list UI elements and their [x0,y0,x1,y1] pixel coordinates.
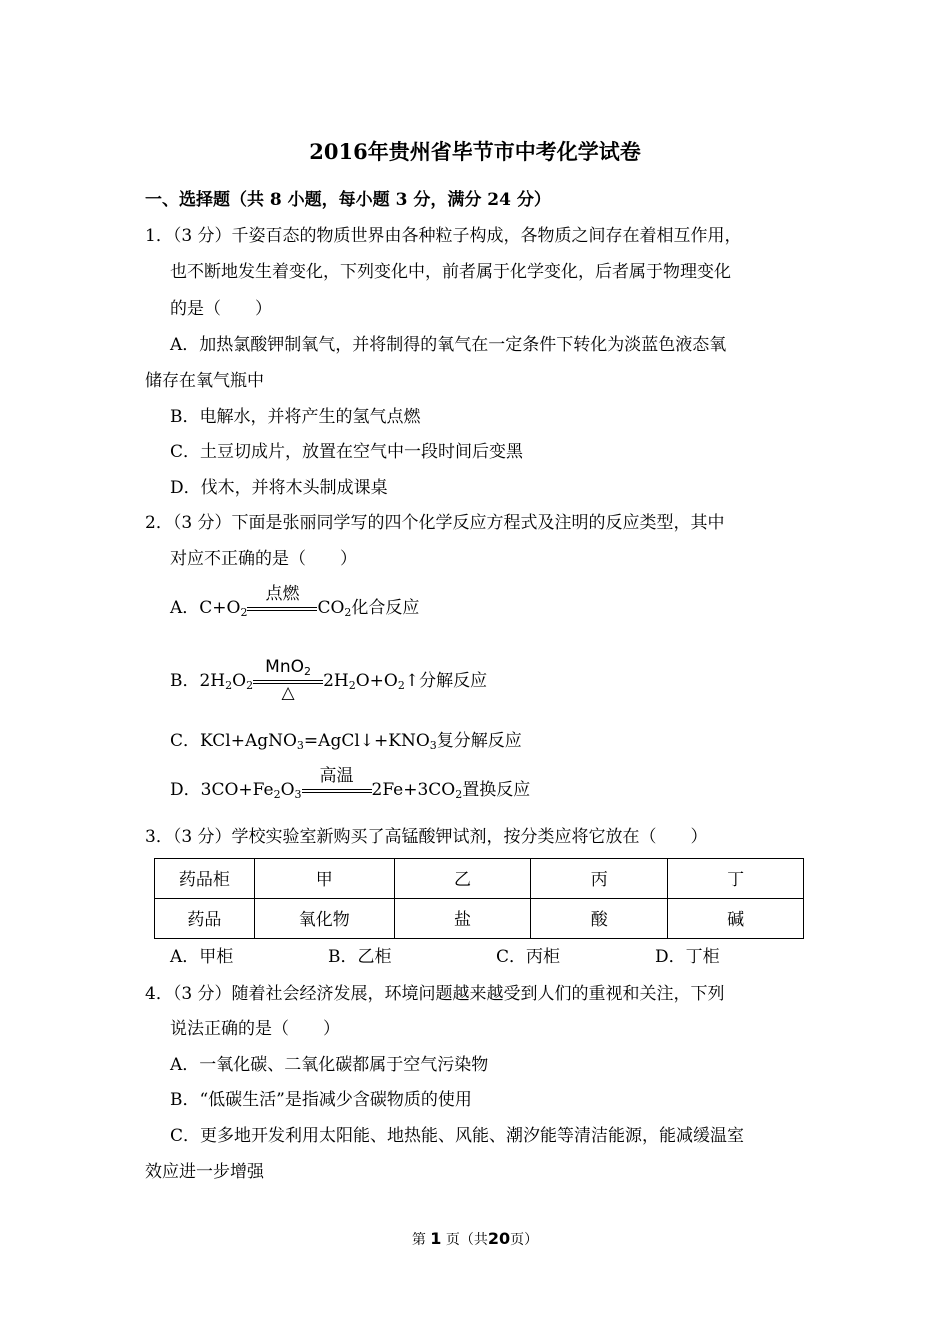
q4-stem-line1: 4．（3 分）随着社会经济发展，环境问题越来越受到人们的重视和关注，下列 [145,984,725,1004]
equation-reactants: A．C+O [170,598,241,618]
reaction-type: 化合反应 [351,598,420,618]
subscript: 3 [429,739,437,752]
reaction-type: 置换反应 [462,780,531,800]
reaction-type: 复分解反应 [436,731,522,751]
table-cell: 盐 [394,899,531,939]
q3-option-a: A．甲柜 [170,947,234,967]
subscript: 2 [455,788,463,801]
q4-option-c-line2: 效应进一步增强 [145,1162,264,1182]
reaction-condition-arrow [247,584,317,619]
q1-option-c: C．土豆切成片，放置在空气中一段时间后变黑 [170,442,524,462]
q2-option-d [170,766,531,801]
equation-products: 2Fe+3CO [371,780,456,800]
equation-reactants: D．3CO+Fe [170,780,274,800]
q2-option-a [170,584,420,619]
equation-part-2: =AgCl↓+KNO [303,731,430,751]
q1-option-d: D．伐木，并将木头制成课桌 [170,478,388,498]
equation-products: 2H [323,671,349,691]
q3-stem-line1: 3．（3 分）学校实验室新购买了高锰酸钾试剂，按分类应将它放在（ ） [145,827,708,847]
page-number: 1 [430,1229,442,1248]
section-heading: 一、选择题（共 8 小题，每小题 3 分，满分 24 分） [145,190,551,210]
equation-reactants-mid: O [232,671,247,691]
equation-part: C．KCl+AgNO [170,731,297,751]
subscript: 2 [246,679,254,692]
table-cell: 酸 [531,899,668,939]
q1-stem-line3: 的是（ ） [170,299,272,319]
q3-option-d: D．丁柜 [655,947,720,967]
table-cell: 丁 [668,859,804,899]
subscript: 2 [273,788,281,801]
heat-symbol: △ [281,683,295,703]
footer-text: 第 [411,1232,426,1248]
equation-reactants-mid: O [280,780,295,800]
subscript: 3 [296,739,304,752]
q3-option-b: B．乙柜 [328,947,392,967]
subscript: 2 [348,679,356,692]
q1-stem-line2: 也不断地发生着变化，下列变化中，前者属于化学变化，后者属于物理变化 [170,262,731,282]
table-row [155,899,804,939]
q2-option-c [170,730,522,752]
reaction-type: ↑分解反应 [404,671,488,691]
catalyst: MnO$_2$ [265,657,311,678]
table-cell: 甲 [254,859,394,899]
q1-stem-line1: 1．（3 分）千姿百态的物质世界由各种粒子构成，各物质之间存在着相互作用， [145,226,742,246]
subscript: 2 [225,679,233,692]
reaction-condition-arrow [253,657,323,703]
table-cell: 丙 [531,859,668,899]
reaction-condition: 点燃 [265,584,300,604]
reaction-condition: 高温 [319,766,354,786]
q4-option-c-line1: C．更多地开发利用太阳能、地热能、风能、潮汐能等清洁能源，能减缓温室 [170,1126,745,1146]
q1-option-a-line1: A．加热氯酸钾制氧气，并将制得的氧气在一定条件下转化为淡蓝色液态氧 [170,335,727,355]
equation-reactants: B．2H [170,671,226,691]
subscript: 2 [344,606,352,619]
table-cell: 药品 [155,899,255,939]
table-row [155,859,804,899]
reaction-condition-arrow [302,766,372,801]
q4-stem-line2: 说法正确的是（ ） [170,1019,340,1039]
q2-stem-line1: 2．（3 分）下面是张丽同学写的四个化学反应方程式及注明的反应类型，其中 [145,513,725,533]
q4-option-a: A．一氧化碳、二氧化碳都属于空气污染物 [170,1055,489,1075]
q3-option-c: C．丙柜 [496,947,561,967]
table-cell: 药品柜 [155,859,255,899]
cabinet-table [154,858,804,939]
q2-option-b [170,657,488,703]
q2-stem-line2: 对应不正确的是（ ） [170,549,357,569]
equation-products-2: O+O [355,671,398,691]
q1-option-a-line2: 储存在氧气瓶中 [145,371,264,391]
table-cell: 乙 [394,859,531,899]
page-title: 2016年贵州省毕节市中考化学试卷 [309,139,641,164]
subscript: 2 [240,606,248,619]
subscript: 3 [294,788,302,801]
total-pages: 20 [487,1229,511,1248]
table-cell: 碱 [668,899,804,939]
subscript: 2 [397,679,405,692]
footer-text: 页（共 [445,1232,488,1248]
table-cell: 氧化物 [254,899,394,939]
footer-text: 页） [510,1232,539,1248]
q4-option-b: B．“低碳生活”是指减少含碳物质的使用 [170,1090,472,1110]
q1-option-b: B．电解水，并将产生的氢气点燃 [170,407,421,427]
page-footer [0,1229,950,1249]
equation-products: CO [317,598,345,618]
